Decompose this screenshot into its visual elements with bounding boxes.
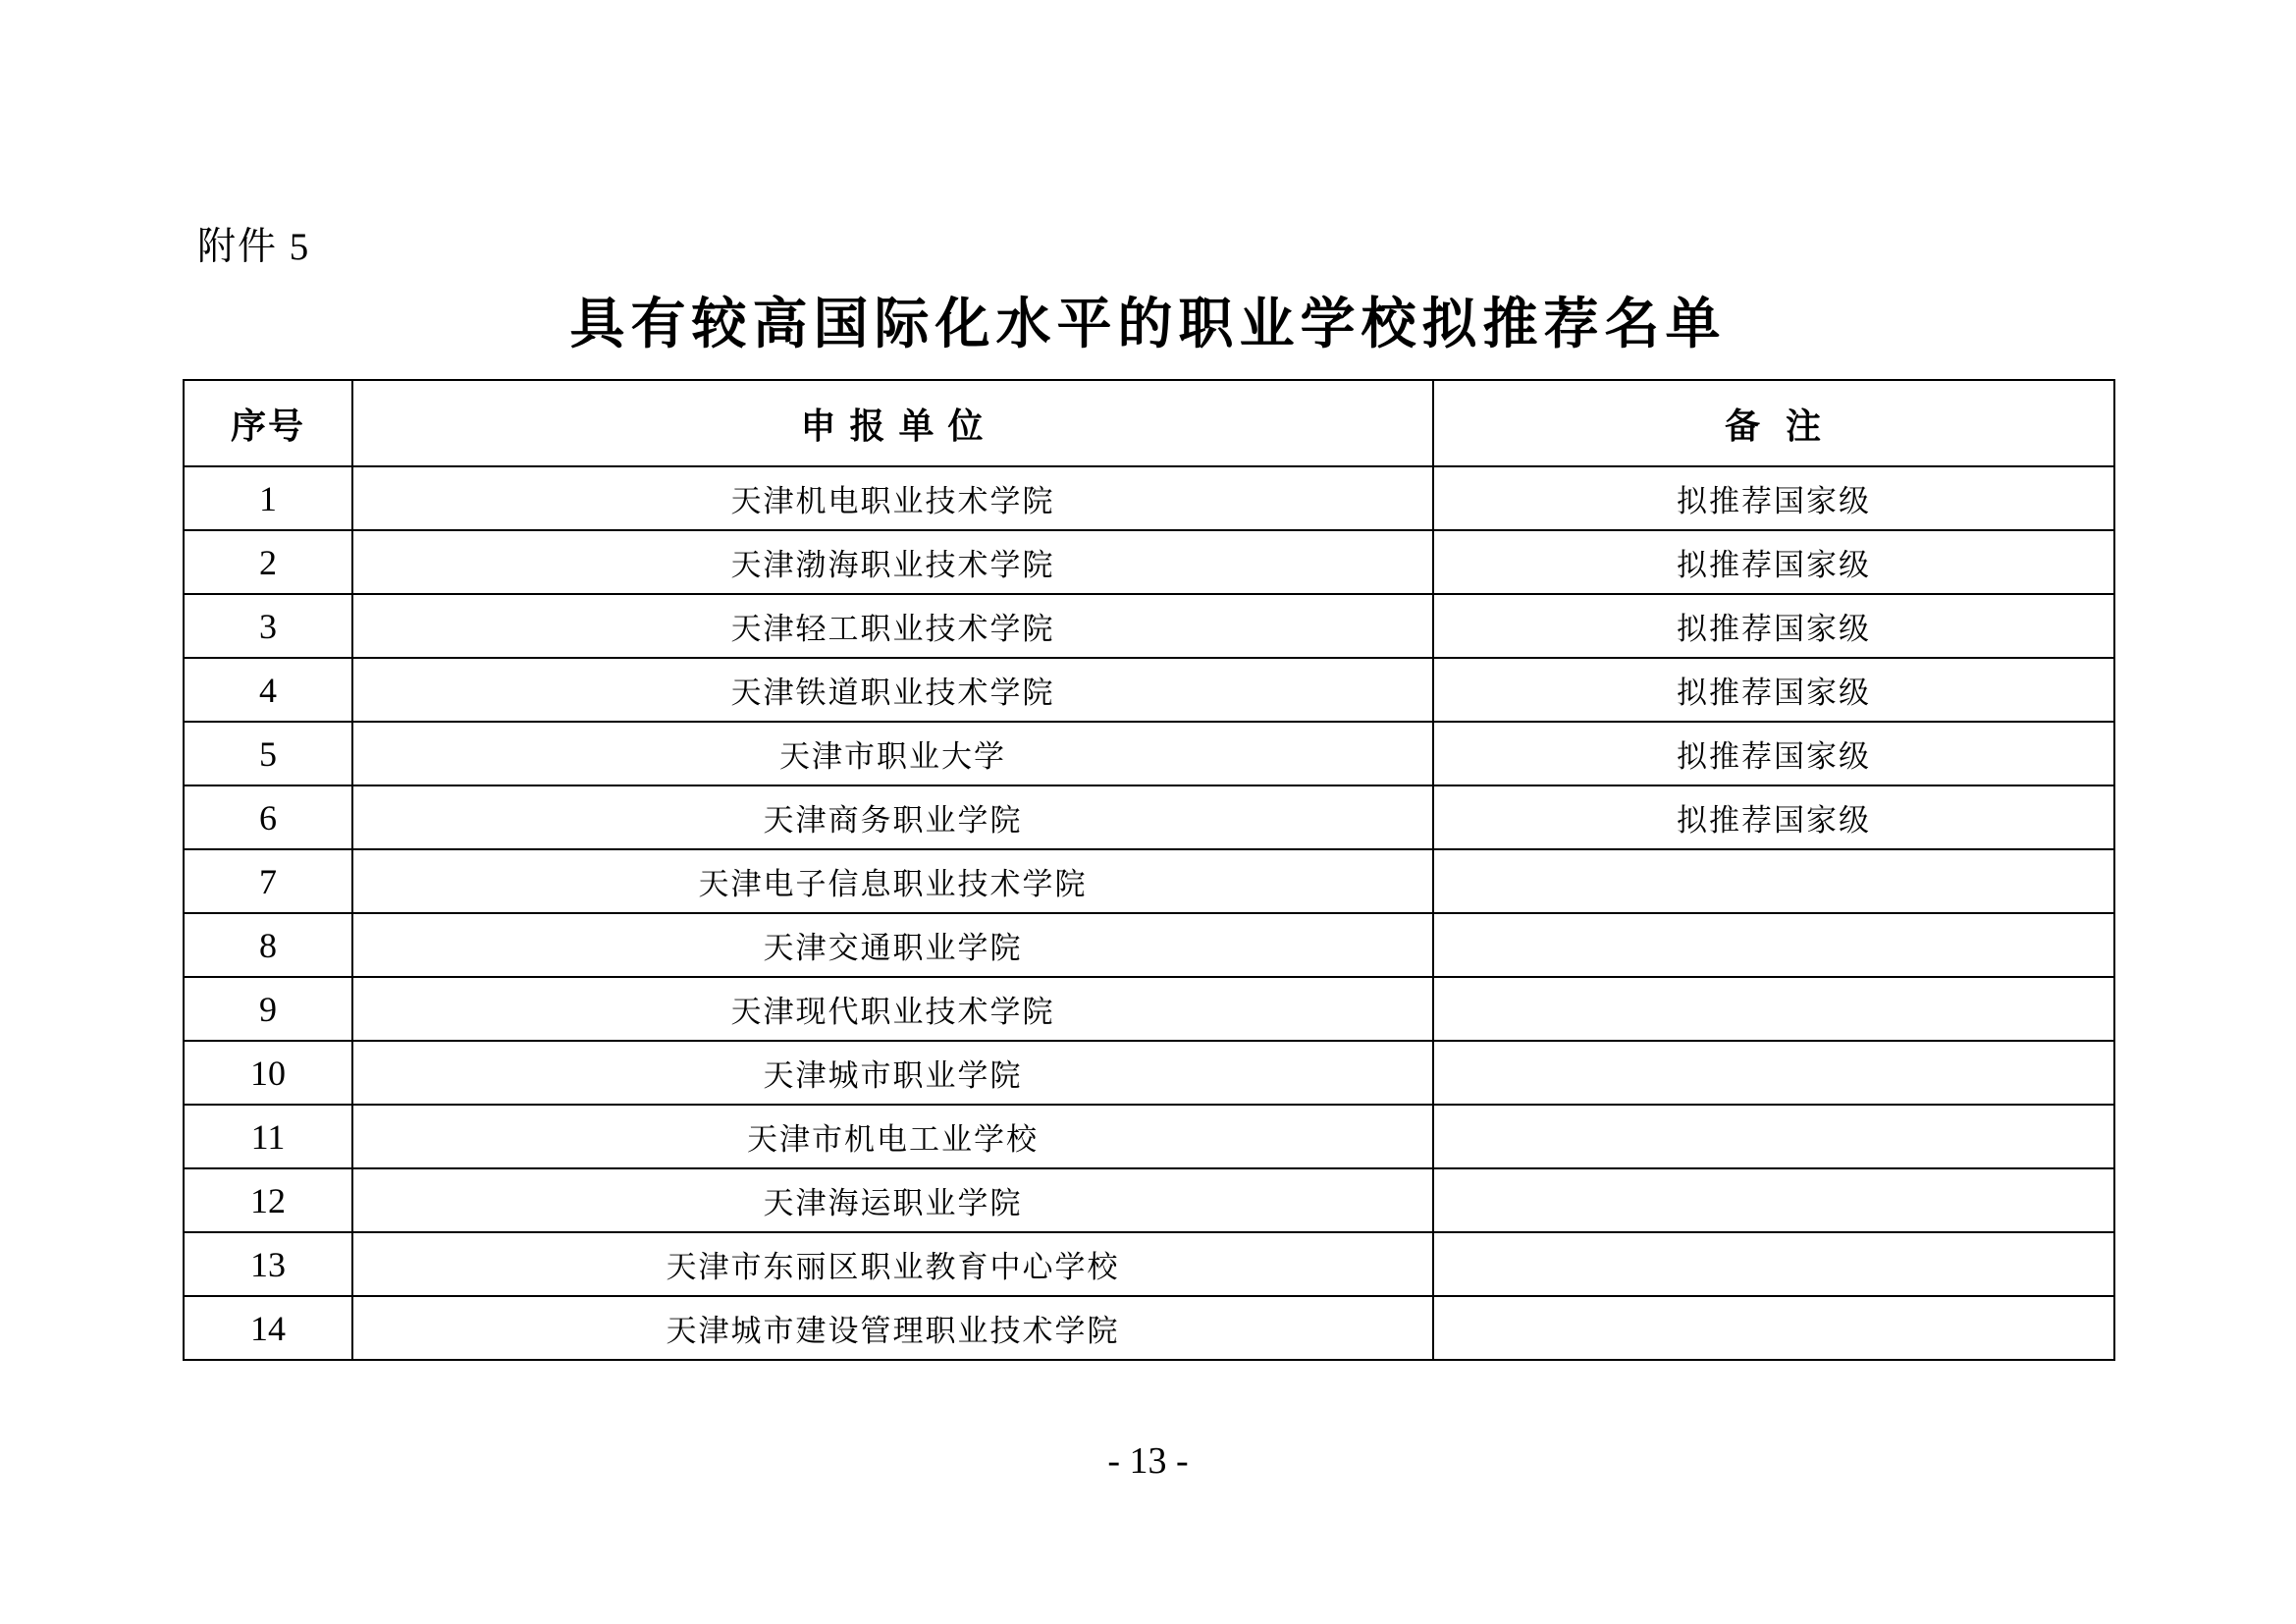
- remark-cell: 拟推荐国家级: [1433, 466, 2114, 530]
- table-row: [184, 1296, 2114, 1360]
- table-row: [184, 785, 2114, 849]
- table-row: [184, 722, 2114, 785]
- table-row: [184, 913, 2114, 977]
- remark-cell: [1433, 977, 2114, 1041]
- table-row: [184, 1041, 2114, 1105]
- remark-cell: 拟推荐国家级: [1433, 658, 2114, 722]
- remark-cell: [1433, 1041, 2114, 1105]
- remark-cell: [1433, 1168, 2114, 1232]
- table-row: [184, 594, 2114, 658]
- remark-cell: [1433, 1296, 2114, 1360]
- school-name-cell: 天津市职业大学: [352, 722, 1433, 785]
- remark-cell: 拟推荐国家级: [1433, 530, 2114, 594]
- row-number-cell: 12: [184, 1168, 352, 1232]
- row-number-cell: 14: [184, 1296, 352, 1360]
- remark-cell: [1433, 913, 2114, 977]
- row-number-cell: 3: [184, 594, 352, 658]
- row-number-cell: 8: [184, 913, 352, 977]
- table-row: [184, 466, 2114, 530]
- school-name-cell: 天津商务职业学院: [352, 785, 1433, 849]
- row-number-cell: 1: [184, 466, 352, 530]
- row-number-cell: 5: [184, 722, 352, 785]
- page-number: - 13 -: [1107, 1440, 1189, 1482]
- school-name-cell: 天津城市职业学院: [352, 1041, 1433, 1105]
- school-name-cell: 天津电子信息职业技术学院: [352, 849, 1433, 913]
- attachment-label: 附件 5: [197, 226, 311, 268]
- table-row: [184, 658, 2114, 722]
- row-number-cell: 9: [184, 977, 352, 1041]
- schools-table: [183, 379, 2115, 1361]
- table-row: [184, 1232, 2114, 1296]
- remark-cell: [1433, 1232, 2114, 1296]
- row-number-cell: 11: [184, 1105, 352, 1168]
- table-body: [184, 466, 2114, 1360]
- school-name-cell: 天津机电职业技术学院: [352, 466, 1433, 530]
- school-name-cell: 天津海运职业学院: [352, 1168, 1433, 1232]
- table-row: [184, 977, 2114, 1041]
- table-row: [184, 1105, 2114, 1168]
- remark-cell: [1433, 849, 2114, 913]
- table-header: [184, 380, 2114, 466]
- school-name-cell: 天津市东丽区职业教育中心学校: [352, 1232, 1433, 1296]
- page-title: 具有较高国际化水平的职业学校拟推荐名单: [569, 293, 1727, 354]
- school-name-cell: 天津城市建设管理职业技术学院: [352, 1296, 1433, 1360]
- school-name-cell: 天津现代职业技术学院: [352, 977, 1433, 1041]
- table-row: [184, 1168, 2114, 1232]
- school-name-cell: 天津铁道职业技术学院: [352, 658, 1433, 722]
- remark-cell: 拟推荐国家级: [1433, 722, 2114, 785]
- school-name-cell: 天津渤海职业技术学院: [352, 530, 1433, 594]
- school-name-cell: 天津交通职业学院: [352, 913, 1433, 977]
- row-number-cell: 2: [184, 530, 352, 594]
- header-row: [184, 380, 2114, 466]
- remark-cell: 拟推荐国家级: [1433, 785, 2114, 849]
- row-number-cell: 13: [184, 1232, 352, 1296]
- remark-cell: [1433, 1105, 2114, 1168]
- header-remark: 备 注: [1433, 380, 2114, 466]
- header-serial-number: 序号: [184, 380, 352, 466]
- header-applying-unit: 申 报 单 位: [352, 380, 1433, 466]
- school-name-cell: 天津轻工职业技术学院: [352, 594, 1433, 658]
- table-row: [184, 849, 2114, 913]
- remark-cell: 拟推荐国家级: [1433, 594, 2114, 658]
- row-number-cell: 6: [184, 785, 352, 849]
- school-name-cell: 天津市机电工业学校: [352, 1105, 1433, 1168]
- row-number-cell: 7: [184, 849, 352, 913]
- row-number-cell: 4: [184, 658, 352, 722]
- row-number-cell: 10: [184, 1041, 352, 1105]
- table-row: [184, 530, 2114, 594]
